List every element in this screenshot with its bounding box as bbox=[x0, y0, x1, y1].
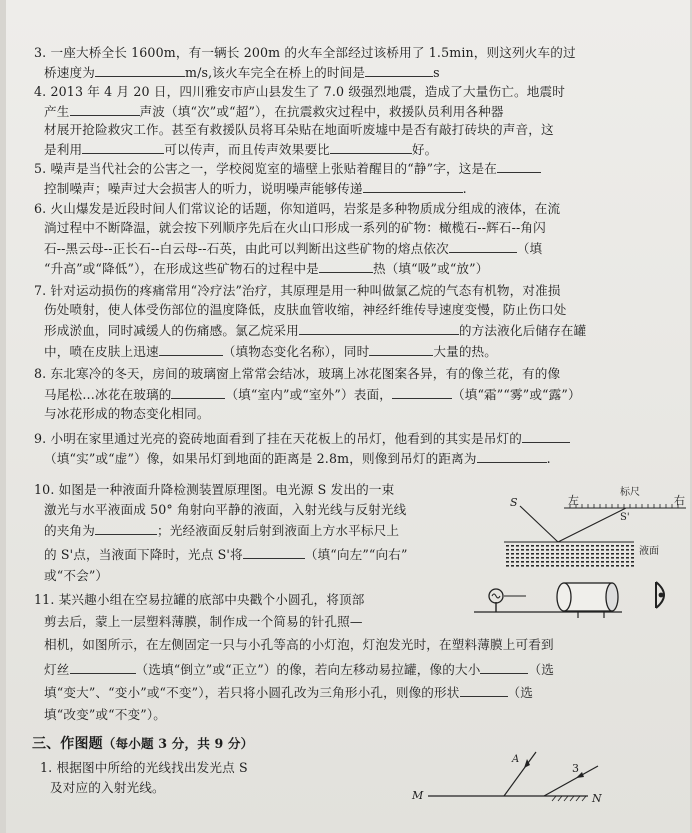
q8-line-2: 马尾松…冰花在玻璃的 （填“室内”或“室外”）表面， （填“霜”“雾”或“露”） bbox=[44, 387, 581, 402]
q5-blank-transmits[interactable] bbox=[363, 180, 463, 193]
q11-diagram bbox=[466, 574, 690, 632]
q7-line-1: 7. 针对运动损伤的疼痛常用“冷疗法”治疗，其原理是用一种叫做氯乙烷的气态有机物，对准损 bbox=[34, 283, 561, 298]
q3-blank-time[interactable] bbox=[365, 64, 433, 77]
reflected-ray bbox=[558, 508, 626, 542]
label-a: A bbox=[512, 754, 520, 765]
label-left: 左 bbox=[568, 494, 579, 507]
q10-line-3: 的夹角为 ；光经液面反射后射到液面上方水平标尺上 bbox=[44, 523, 400, 538]
q6-line-3: 石--黑云母--正长石--白云母--石英，由此可以判断出这些矿物的熔点依次 （填 bbox=[44, 241, 543, 256]
q9-line-1: 9. 小明在家里通过光亮的瓷砖地面看到了挂在天花板上的吊灯，他看到的其实是吊灯的 bbox=[34, 430, 570, 447]
arrow-a bbox=[524, 759, 530, 768]
q7-blank-heat[interactable] bbox=[369, 343, 433, 356]
q3-line-1: 3. 一座大桥全长 1600m，有一辆长 200m 的火车全部经过该桥用了 1.5min，则这列火车的过 bbox=[34, 45, 576, 60]
q4-blank-medium[interactable] bbox=[82, 141, 164, 154]
q6-line-1: 6. 火山爆发是近段时间人们常议论的话题，你知道吗，岩浆是多种物质成分组成的液体，在流 bbox=[34, 201, 561, 216]
mirror-hatching bbox=[552, 796, 586, 801]
s3-q1-line-1: 1. 根据图中所给的光线找出发光点 S bbox=[40, 760, 248, 775]
label-s: S bbox=[510, 496, 518, 509]
label-surface: 液面 bbox=[639, 546, 659, 557]
q7-line-3: 形成淤血，同时减缓人的伤痛感。氯乙烷采用 的方法液化后储存在罐 bbox=[44, 323, 587, 338]
q11-blank-size[interactable] bbox=[480, 661, 528, 674]
q8-line-1: 8. 东北寒冷的冬天，房间的玻璃窗上常常会结冰，玻璃上冰花图案各异，有的像兰花，有的像 bbox=[34, 366, 561, 381]
q9-blank-distance[interactable] bbox=[477, 450, 547, 463]
q11-blank-shape[interactable] bbox=[460, 684, 508, 697]
q10-diagram bbox=[496, 484, 688, 570]
q6-blank-melting-order[interactable] bbox=[449, 240, 517, 253]
q4-blank-wave-type[interactable] bbox=[70, 103, 140, 116]
eye-pupil bbox=[659, 593, 664, 598]
section-3-score-note: （每小题 3 分，共 9 分） bbox=[102, 736, 254, 751]
q4-blank-compare[interactable] bbox=[330, 141, 412, 154]
q4-line-4: 是利用 可以传声，而且传声效果要比 好。 bbox=[44, 142, 438, 157]
q11-line-6: 填“改变”或“不变”）。 bbox=[44, 707, 167, 722]
label-ruler: 标尺 bbox=[620, 487, 640, 498]
section-3-heading bbox=[32, 736, 253, 752]
label-n: N bbox=[592, 792, 602, 805]
liquid-body bbox=[504, 543, 634, 567]
q5-line-1: 5. 噪声是当代社会的公害之一，学校阅览室的墙壁上张贴着醒目的“静”字，这是在 bbox=[34, 160, 541, 177]
q11-blank-orientation[interactable] bbox=[70, 661, 136, 674]
q9-line-2: （填“实”或“虚”）像，如果吊灯到地面的距离是 2.8m，则像到吊灯的距离为 . bbox=[44, 451, 551, 466]
q6-line-4: “升高”或“降低”），在形成这些矿物石的过程中是 热（填“吸”或“放”） bbox=[44, 261, 489, 276]
q3-blank-speed[interactable] bbox=[95, 64, 185, 77]
q11-line-1: 11. 某兴趣小组在空易拉罐的底部中央戳个小圆孔，将顶部 bbox=[34, 592, 365, 607]
label-right: 右 bbox=[674, 494, 685, 507]
can-end-right bbox=[606, 583, 618, 611]
reflected-ray-a bbox=[504, 752, 536, 796]
q6-line-2: 淌过程中不断降温，就会按下列顺序先后在火山口形成一系列的矿物：橄榄石--辉石--角闪 bbox=[44, 220, 546, 235]
q11-line-2: 剪去后，蒙上一层塑料薄膜，制作成一个简易的针孔照— bbox=[44, 614, 363, 629]
section-3-title: 三、作图题 bbox=[32, 736, 103, 752]
q8-blank-side[interactable] bbox=[171, 386, 225, 399]
incident-ray bbox=[520, 506, 558, 542]
reflected-ray-b bbox=[544, 766, 598, 796]
q7-blank-change[interactable] bbox=[159, 343, 223, 356]
q7-blank-liquefy-method[interactable] bbox=[299, 322, 459, 335]
lamp-filament bbox=[492, 594, 500, 598]
q6-blank-heat[interactable] bbox=[319, 260, 373, 273]
exam-page bbox=[6, 0, 690, 833]
q10-blank-angle[interactable] bbox=[95, 522, 157, 535]
q5-blank-location[interactable] bbox=[497, 160, 541, 173]
can-end-left bbox=[557, 583, 571, 611]
q7-line-4: 中，喷在皮肤上迅速 （填物态变化名称），同时 大量的热。 bbox=[44, 344, 498, 359]
ruler-ticks bbox=[570, 504, 678, 508]
q10-line-4: 的 S'点，当液面下降时，光点 S'将 （填“向左”“向右” bbox=[44, 547, 408, 562]
q10-blank-direction[interactable] bbox=[243, 546, 305, 559]
s3-q1-line-2: 及对应的入射光线。 bbox=[50, 780, 165, 795]
q4-line-3: 材展开抢险救灾工作。甚至有救援队员将耳朵贴在地面听废墟中是否有敲打砖块的声音，这 bbox=[44, 122, 554, 137]
q4-line-1: 4. 2013 年 4 月 20 日，四川雅安市庐山县发生了 7.0 级强烈地震，造成了大量伤亡。地震时 bbox=[34, 84, 565, 99]
label-b: 3 bbox=[572, 762, 579, 775]
q10-line-2: 激光与水平液面成 50° 角射向平静的液面，入射光线与反射光线 bbox=[44, 502, 407, 517]
q4-line-2: 产生 声波（填“次”或“超”），在抗震救灾过程中，救援队员利用各种器 bbox=[44, 104, 504, 119]
q3-line-2: 桥速度为 m/s,该火车完全在桥上的时间是 s bbox=[44, 65, 440, 80]
q8-blank-same-change[interactable] bbox=[392, 386, 452, 399]
q9-blank-real-virtual[interactable] bbox=[522, 430, 570, 443]
q11-line-4: 灯丝 （选填“倒立”或“正立”）的像，若向左移动易拉罐，像的大小 （选 bbox=[44, 662, 554, 677]
q10-line-1: 10. 如图是一种液面升降检测装置原理图。电光源 S 发出的一束 bbox=[34, 482, 395, 497]
q10-line-5: 或“不会”） bbox=[44, 568, 109, 583]
q11-line-5: 填“变大”、“变小”或“不变”），若只将小圆孔改为三角形小孔，则像的形状 （选 bbox=[44, 685, 534, 700]
q11-line-3: 相机，如图所示，在左侧固定一只与小孔等高的小灯泡，灯泡发光时，在塑料薄膜上可看到 bbox=[44, 637, 554, 652]
q8-line-3: 与冰花形成的物态变化相同。 bbox=[44, 406, 210, 421]
q5-line-2: 控制噪声；噪声过大会损害人的听力，说明噪声能够传递 . bbox=[44, 181, 467, 196]
label-s-prime: S' bbox=[620, 512, 630, 523]
s3-q1-diagram bbox=[406, 746, 606, 808]
q7-line-2: 伤处喷射，使人体受伤部位的温度降低，皮肤血管收缩，神经纤维传导速度变慢，防止伤口处 bbox=[44, 302, 567, 317]
label-m: M bbox=[412, 789, 424, 802]
